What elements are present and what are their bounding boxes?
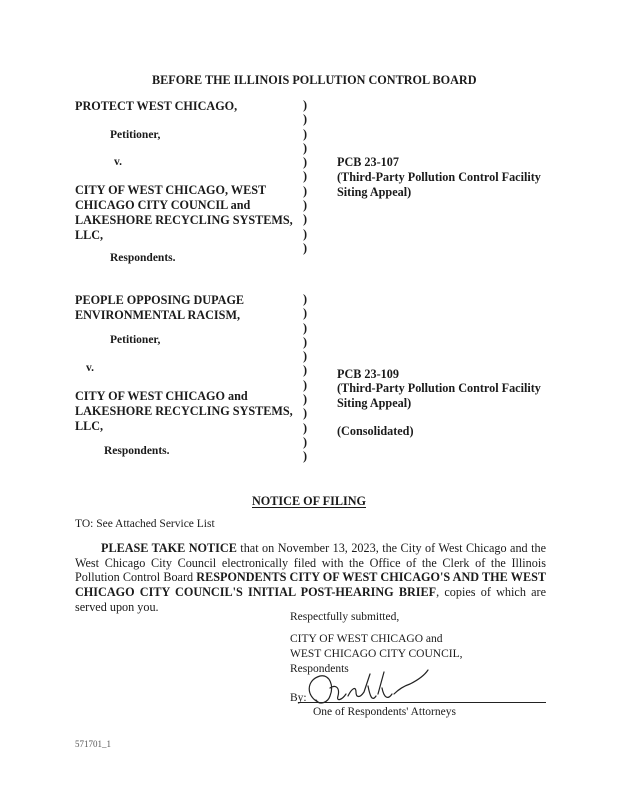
notice-lead-in: PLEASE TAKE NOTICE bbox=[101, 541, 237, 555]
notice-body bbox=[75, 541, 546, 615]
case1-versus: v. bbox=[114, 156, 122, 168]
notice-body-part2: , copies of which are served upon you. bbox=[75, 585, 547, 614]
closing: Respectfully submitted, bbox=[290, 611, 400, 623]
service-list-line: TO: See Attached Service List bbox=[75, 518, 215, 530]
signer-title: One of Respondents' Attorneys bbox=[313, 706, 456, 718]
case1-case-type-line: Siting Appeal) bbox=[337, 185, 412, 199]
case1-petitioner-name: PROTECT WEST CHICAGO, bbox=[75, 99, 238, 113]
party-line: WEST CHICAGO CITY COUNCIL, bbox=[290, 648, 463, 660]
case1-respondent-line: LLC, bbox=[75, 228, 104, 242]
case2-respondents-label: Respondents. bbox=[104, 445, 170, 457]
signature-line bbox=[298, 702, 546, 703]
notice-heading: NOTICE OF FILING bbox=[252, 494, 366, 508]
case2-paren-column: ) ) ) ) ) ) ) ) ) ) ) ) bbox=[303, 292, 308, 464]
party-line: CITY OF WEST CHICAGO and bbox=[290, 633, 443, 645]
case2-respondent-line: LLC, bbox=[75, 419, 104, 433]
case1-paren-column: ) ) ) ) ) ) ) ) ) ) ) bbox=[303, 98, 308, 255]
case2-consolidated: (Consolidated) bbox=[337, 424, 414, 438]
case2-petitioner-label: Petitioner, bbox=[110, 334, 161, 346]
brief-title: RESPONDENTS CITY OF WEST CHICAGO'S AND THE WEST CHICAGO CITY COUNCIL'S INITIAL POST-HEARING BRIEF bbox=[75, 570, 546, 600]
case2-petitioner-line: PEOPLE OPPOSING DUPAGE bbox=[75, 293, 245, 307]
notice-body-part1: that on November 13, 2023, the City of West Chicago and the West Chicago City Council electronically filed with the Office of the Clerk of the Illinois Pollution Control Board bbox=[75, 541, 546, 585]
case1-petitioner-label: Petitioner, bbox=[110, 129, 161, 141]
case1-respondent-line: LAKESHORE RECYCLING SYSTEMS, bbox=[75, 213, 293, 227]
case2-case-number: PCB 23-109 bbox=[337, 367, 399, 381]
case1-case-type-line: (Third-Party Pollution Control Facility bbox=[337, 170, 541, 184]
party-line: Respondents bbox=[290, 663, 349, 675]
case1-respondent-line: CITY OF WEST CHICAGO, WEST bbox=[75, 183, 267, 197]
case1-case-number: PCB 23-107 bbox=[337, 155, 399, 169]
document-id: 571701_1 bbox=[75, 739, 111, 749]
case2-respondent-line: LAKESHORE RECYCLING SYSTEMS, bbox=[75, 404, 293, 418]
case2-case-type-line: Siting Appeal) bbox=[337, 396, 412, 410]
by-label: By: bbox=[290, 692, 307, 704]
case2-respondent-line: CITY OF WEST CHICAGO and bbox=[75, 389, 248, 403]
board-title: BEFORE THE ILLINOIS POLLUTION CONTROL BOARD bbox=[152, 73, 477, 87]
case1-respondents-label: Respondents. bbox=[110, 252, 176, 264]
handwritten-signature bbox=[300, 666, 450, 710]
case2-petitioner-line: ENVIRONMENTAL RACISM, bbox=[75, 308, 240, 322]
case2-versus: v. bbox=[86, 362, 94, 374]
case2-case-type-line: (Third-Party Pollution Control Facility bbox=[337, 381, 541, 395]
case1-respondent-line: CHICAGO CITY COUNCIL and bbox=[75, 198, 251, 212]
